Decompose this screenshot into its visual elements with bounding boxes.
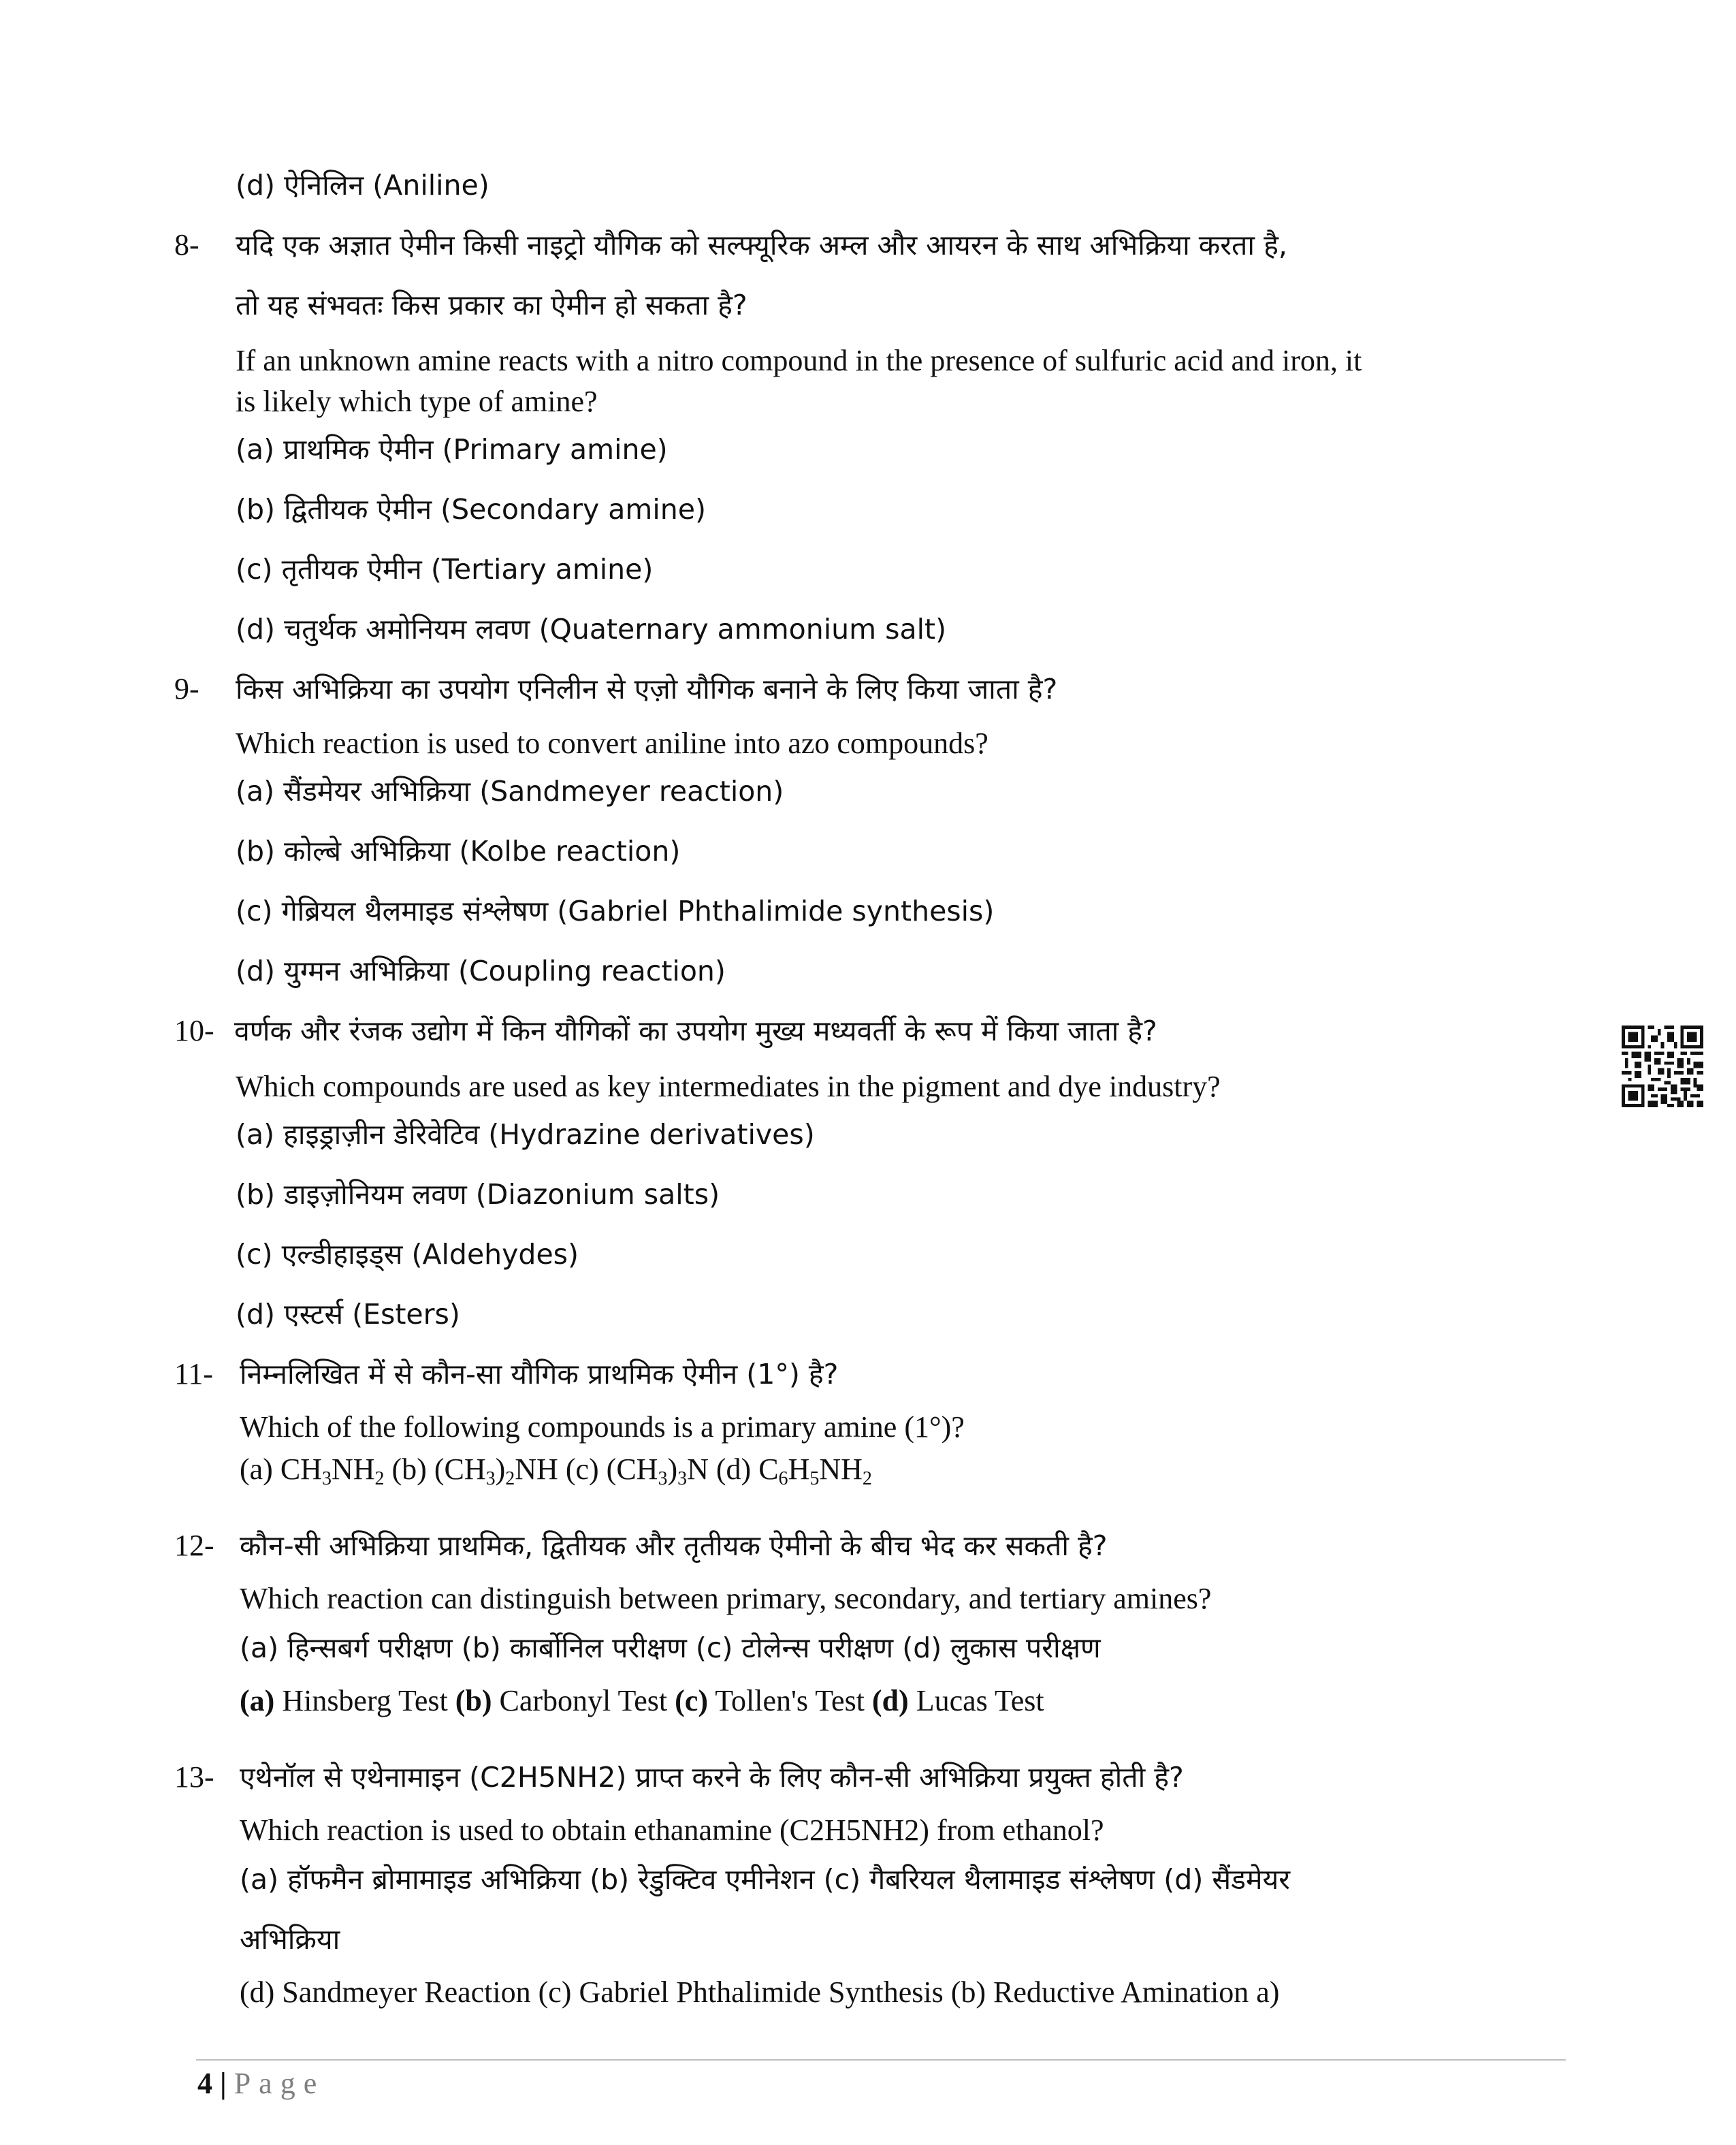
text-run: (a) CH [240, 1452, 322, 1486]
text-line: अभिक्रिया [240, 1923, 340, 1956]
text-line: (d) Sandmeyer Reaction (c) Gabriel Phthalimide Synthesis (b) Reductive Amination a) [240, 1975, 1280, 2009]
option-letter: (c) [675, 1684, 708, 1717]
option-letter: (b) [455, 1684, 492, 1717]
text-run: Hinsberg Test [274, 1684, 455, 1717]
page-footer [197, 2063, 325, 2104]
subscript: 5 [809, 1468, 820, 1489]
text-line: 12- [174, 1529, 214, 1562]
text-line: (a) हिन्सबर्ग परीक्षण (b) कार्बोनिल परीक्षण (c) टोलेन्स परीक्षण (d) लुकास परीक्षण [240, 1632, 1101, 1664]
text-line: Which compounds are used as key intermediates in the pigment and dye industry? [236, 1070, 1221, 1103]
text-line [240, 1449, 872, 1499]
text-line: तो यह संभवतः किस प्रकार का ऐमीन हो सकता है? [236, 289, 748, 321]
text-line: Which reaction can distinguish between primary, secondary, and tertiary amines? [240, 1582, 1212, 1615]
text-run: NH [819, 1452, 863, 1486]
text-run: NH [331, 1452, 375, 1486]
text-line: एथेनॉल से एथेनामाइन (C2H5NH2) प्राप्त करने के लिए कौन-सी अभिक्रिया प्रयुक्त होती है? [240, 1761, 1184, 1794]
text-run: (b) (CH [384, 1452, 486, 1486]
text-line: (b) द्वितीयक ऐमीन (Secondary amine) [236, 493, 706, 526]
text-line: (c) गेब्रियल थैलमाइड संश्लेषण (Gabriel Phthalimide synthesis) [236, 895, 995, 927]
option-letter: (d) [871, 1684, 909, 1717]
page-number: 4 [197, 2067, 212, 2100]
text-line: (d) एस्टर्स (Esters) [236, 1298, 460, 1331]
text-line: 9- [174, 672, 199, 705]
text-line [240, 1681, 1044, 1721]
text-line: Which reaction is used to convert aniline into azo compounds? [236, 727, 988, 760]
text-line: Which reaction is used to obtain ethanamine (C2H5NH2) from ethanol? [240, 1813, 1104, 1847]
text-line: 11- [174, 1357, 214, 1391]
text-line: (a) सैंडमेयर अभिक्रिया (Sandmeyer reaction) [236, 775, 784, 808]
text-run: NH (c) (CH [515, 1452, 658, 1486]
text-line: is likely which type of amine? [236, 385, 598, 418]
text-line: 10- [174, 1014, 214, 1047]
text-line: 8- [174, 228, 199, 261]
text-line: कौन-सी अभिक्रिया प्राथमिक, द्वितीयक और तृतीयक ऐमीनो के बीच भेद कर सकती है? [240, 1529, 1108, 1562]
page-label: Page [234, 2067, 325, 2100]
text-line: (a) हॉफमैन ब्रोमामाइड अभिक्रिया (b) रेडुक्टिव एमीनेशन (c) गैबरियल थैलामाइड संश्लेषण (d) सैंडमेयर [240, 1863, 1291, 1896]
footer-separator: | [220, 2067, 227, 2100]
footer-divider [196, 2059, 1566, 2061]
option-letter: (a) [240, 1684, 275, 1717]
text-line: (d) ऐनिलिन (Aniline) [236, 169, 489, 202]
text-run: H [788, 1452, 810, 1486]
text-line: (c) तृतीयक ऐमीन (Tertiary amine) [236, 553, 654, 586]
subscript: 2 [505, 1468, 515, 1489]
text-line: (d) चतुर्थक अमोनियम लवण (Quaternary ammonium salt) [236, 613, 947, 646]
text-run: Tollen's Test [707, 1684, 872, 1717]
text-line: (b) कोल्बे अभिक्रिया (Kolbe reaction) [236, 835, 681, 868]
text-run: Lucas Test [908, 1684, 1044, 1717]
subscript: 3 [485, 1468, 496, 1489]
text-line: (c) एल्डीहाइड्स (Aldehydes) [236, 1238, 579, 1271]
text-line: (a) प्राथमिक ऐमीन (Primary amine) [236, 433, 668, 466]
subscript: 3 [677, 1468, 688, 1489]
text-run: ) [667, 1452, 678, 1486]
text-line: निम्नलिखित में से कौन-सा यौगिक प्राथमिक ऐमीन (1°) है? [240, 1358, 839, 1391]
text-run: Carbonyl Test [492, 1684, 675, 1717]
text-run: ) [495, 1452, 506, 1486]
subscript: 3 [658, 1468, 668, 1489]
qr-code-icon [1622, 1026, 1703, 1107]
text-line: (b) डाइज़ोनियम लवण (Diazonium salts) [236, 1178, 720, 1211]
text-line: If an unknown amine reacts with a nitro compound in the presence of sulfuric acid and iron, it [236, 344, 1362, 377]
subscript: 6 [778, 1468, 788, 1489]
text-line: किस अभिक्रिया का उपयोग एनिलीन से एज़ो यौगिक बनाने के लिए किया जाता है? [236, 673, 1058, 705]
text-line: (d) युग्मन अभिक्रिया (Coupling reaction) [236, 955, 726, 987]
text-run: N (d) C [687, 1452, 779, 1486]
text-line: (a) हाइड्राज़ीन डेरिवेटिव (Hydrazine derivatives) [236, 1118, 815, 1151]
text-line: वर्णक और रंजक उद्योग में किन यौगिकों का उपयोग मुख्य मध्यवर्ती के रूप में किया जाता है? [234, 1015, 1157, 1047]
text-line: Which of the following compounds is a primary amine (1°)? [240, 1410, 965, 1444]
subscript: 2 [374, 1468, 385, 1489]
text-line: यदि एक अज्ञात ऐमीन किसी नाइट्रो यौगिक को सल्फ्यूरिक अम्ल और आयरन के साथ अभिक्रिया करता है, [236, 229, 1287, 261]
subscript: 2 [862, 1468, 872, 1489]
text-line: 13- [174, 1760, 214, 1794]
subscript: 3 [321, 1468, 332, 1489]
